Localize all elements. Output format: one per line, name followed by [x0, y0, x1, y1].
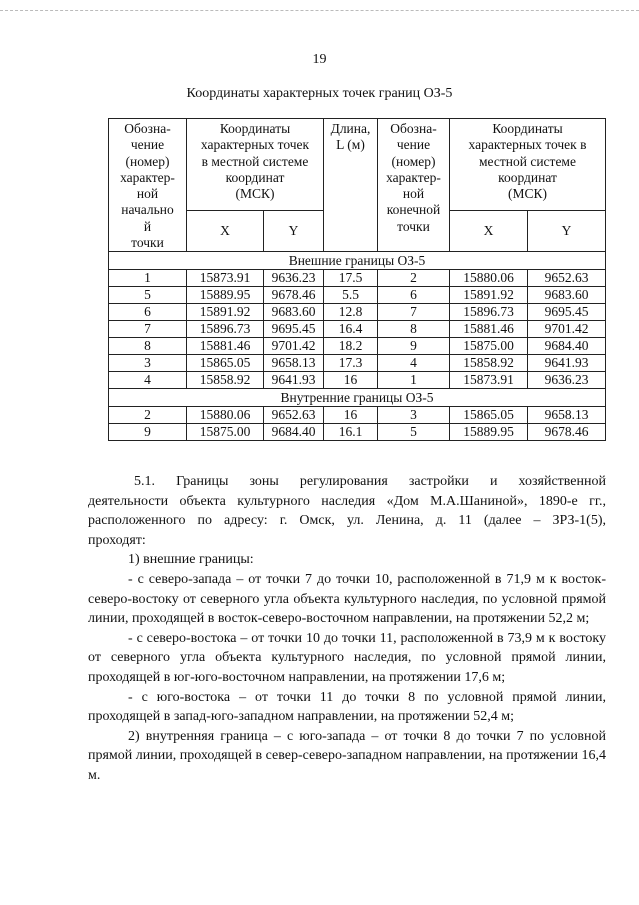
table-cell: 17.5	[324, 270, 378, 287]
header-y-end: Y	[528, 211, 606, 252]
para-5-1-line: деятельности объекта культурного наследия «Дом М.А.Шаниной», 1890-е гг.,	[88, 493, 606, 509]
header-length	[324, 119, 378, 252]
table-cell: 4	[378, 355, 450, 372]
table-cell: 15891.92	[450, 287, 528, 304]
table-cell: 7	[378, 304, 450, 321]
table-cell: 16	[324, 372, 378, 389]
table-row	[109, 424, 606, 441]
header-x-start: X	[187, 211, 264, 252]
table-row	[109, 355, 606, 372]
para-5-1	[88, 472, 606, 550]
table-cell: 1	[109, 270, 187, 287]
table-cell: 9683.60	[528, 287, 606, 304]
header-line: конечной	[386, 202, 441, 218]
table-cell: 6	[109, 304, 187, 321]
header-line: координат	[225, 169, 285, 185]
table-cell: 9	[378, 338, 450, 355]
table-cell: 7	[109, 321, 187, 338]
header-line: чение	[130, 137, 165, 153]
table-cell: 9658.13	[264, 355, 324, 372]
table-cell: 9695.45	[528, 304, 606, 321]
table-cell: 15880.06	[187, 407, 264, 424]
table-row	[109, 304, 606, 321]
section-title: Внутренние границы ОЗ-5	[109, 389, 606, 407]
item-1-southeast: - с юго-востока – от точки 11 до точки 8 по условной прямой линии, проходящей в запад-юго-западном направлении, на протяжении 52,4 м;	[88, 689, 606, 725]
table-cell: 2	[109, 407, 187, 424]
table-row	[109, 407, 606, 424]
table-cell: 9641.93	[264, 372, 324, 389]
page-top-rule	[0, 10, 639, 11]
table-cell: 9658.13	[528, 407, 606, 424]
header-line: й	[143, 218, 152, 234]
table-cell: 5	[378, 424, 450, 441]
table-row	[109, 287, 606, 304]
table-cell: 15873.91	[450, 372, 528, 389]
table-cell: 16.1	[324, 424, 378, 441]
header-x-end: X	[450, 211, 528, 252]
table-cell: 15896.73	[450, 304, 528, 321]
header-y-start: Y	[264, 211, 324, 252]
table-cell: 12.8	[324, 304, 378, 321]
body-text	[88, 472, 606, 786]
table-cell: 15873.91	[187, 270, 264, 287]
header-line: Обозна-	[124, 121, 171, 136]
header-line: чение	[396, 137, 431, 153]
header-line: (номер)	[391, 153, 436, 169]
table-cell: 9636.23	[264, 270, 324, 287]
table-cell: 3	[378, 407, 450, 424]
table-cell: 9701.42	[528, 321, 606, 338]
table-cell: 15875.00	[450, 338, 528, 355]
table-cell: 9684.40	[528, 338, 606, 355]
table-cell: 9695.45	[264, 321, 324, 338]
table-cell: 3	[109, 355, 187, 372]
table-cell: 16	[324, 407, 378, 424]
header-line: характерных точек в	[468, 137, 587, 153]
table-cell: 15858.92	[187, 372, 264, 389]
table-cell: 15865.05	[187, 355, 264, 372]
header-line: Координаты	[492, 121, 563, 136]
table-cell: 9	[109, 424, 187, 441]
header-line: точки	[397, 218, 430, 234]
table-cell: 15881.46	[187, 338, 264, 355]
table-row	[109, 372, 606, 389]
header-line: в местной системе	[201, 153, 309, 169]
table-cell: 4	[109, 372, 187, 389]
table-cell: 9652.63	[264, 407, 324, 424]
table-cell: 9701.42	[264, 338, 324, 355]
coordinates-table	[108, 118, 606, 441]
para-5-1-line: 5.1. Границы зоны регулирования застройки и хозяйственной	[134, 474, 606, 489]
table-cell: 15889.95	[187, 287, 264, 304]
table-cell: 15889.95	[450, 424, 528, 441]
item-2: 2) внутренняя граница – с юго-запада – от точки 8 до точки 7 по условной прямой линии, проходящей в север-северо-западном направлении, на протяжении 16,4 м.	[88, 728, 606, 783]
header-line: координат	[498, 169, 557, 185]
table-cell: 15880.06	[450, 270, 528, 287]
item-1-northeast: - с северо-востока – от точки 10 до точки 11, расположенной в 73,9 м к востоку от северного угла объекта культурного наследия, по условной прямой линии, проходящей в юг-юго-восточном направлении, на протяжении 17,6 м;	[88, 630, 606, 685]
table-cell: 15865.05	[450, 407, 528, 424]
header-line: (номер)	[125, 153, 170, 169]
table-cell: 2	[378, 270, 450, 287]
header-line: L (м)	[336, 137, 365, 153]
header-line: начально	[121, 202, 174, 218]
table-cell: 15875.00	[187, 424, 264, 441]
header-line: (МСК)	[235, 186, 275, 202]
section-row	[109, 252, 606, 270]
header-line: ной	[136, 186, 159, 202]
table-cell: 15891.92	[187, 304, 264, 321]
header-line: ной	[402, 186, 425, 202]
table-body	[109, 252, 606, 441]
header-line: Обозна-	[390, 121, 437, 136]
table-cell: 1	[378, 372, 450, 389]
header-start-point	[109, 119, 187, 252]
table-cell: 6	[378, 287, 450, 304]
item-1-title: 1) внешние границы:	[128, 552, 254, 568]
header-line: местной системе	[479, 153, 576, 169]
header-line: точки	[131, 235, 164, 251]
header-end-point	[378, 119, 450, 252]
table-cell: 8	[109, 338, 187, 355]
table-cell: 15881.46	[450, 321, 528, 338]
header-coords-start	[187, 119, 324, 211]
table-cell: 9678.46	[264, 287, 324, 304]
table-cell: 16.4	[324, 321, 378, 338]
table-cell: 5	[109, 287, 187, 304]
table-title: Координаты характерных точек границ ОЗ-5	[186, 86, 453, 101]
table-cell: 9636.23	[528, 372, 606, 389]
header-line: Длина,	[330, 121, 371, 136]
header-line: характерных точек	[200, 137, 310, 153]
table-cell: 15858.92	[450, 355, 528, 372]
item-1-northwest: - с северо-запада – от точки 7 до точки 10, расположенной в 71,9 м к восток-северо-востоку от северного угла объекта культурного наследия, по условной прямой линии, проходящей в восток-северо-восточном направлении, на протяжении 52,2 м;	[88, 571, 606, 627]
header-line: характер-	[386, 169, 441, 185]
table-cell: 9684.40	[264, 424, 324, 441]
section-row	[109, 389, 606, 407]
table-cell: 9641.93	[528, 355, 606, 372]
header-coords-end	[450, 119, 606, 211]
header-line: (МСК)	[507, 186, 547, 202]
page-number: 19	[312, 52, 327, 67]
table-row	[109, 338, 606, 355]
table-cell: 5.5	[324, 287, 378, 304]
table-row	[109, 270, 606, 287]
table-cell: 18.2	[324, 338, 378, 355]
table-cell: 17.3	[324, 355, 378, 372]
para-5-1-line: расположенного по адресу: г. Омск, ул. Ленина, д. 11 (далее – ЗРЗ-1(5),	[88, 513, 606, 529]
header-line: характер-	[120, 169, 175, 185]
section-title: Внешние границы ОЗ-5	[109, 252, 606, 270]
table-cell: 9652.63	[528, 270, 606, 287]
table-cell: 9683.60	[264, 304, 324, 321]
table-cell: 8	[378, 321, 450, 338]
table-cell: 15896.73	[187, 321, 264, 338]
table-row	[109, 321, 606, 338]
header-line: Координаты	[219, 121, 291, 136]
table-cell: 9678.46	[528, 424, 606, 441]
para-5-1-line: проходят:	[88, 532, 146, 548]
